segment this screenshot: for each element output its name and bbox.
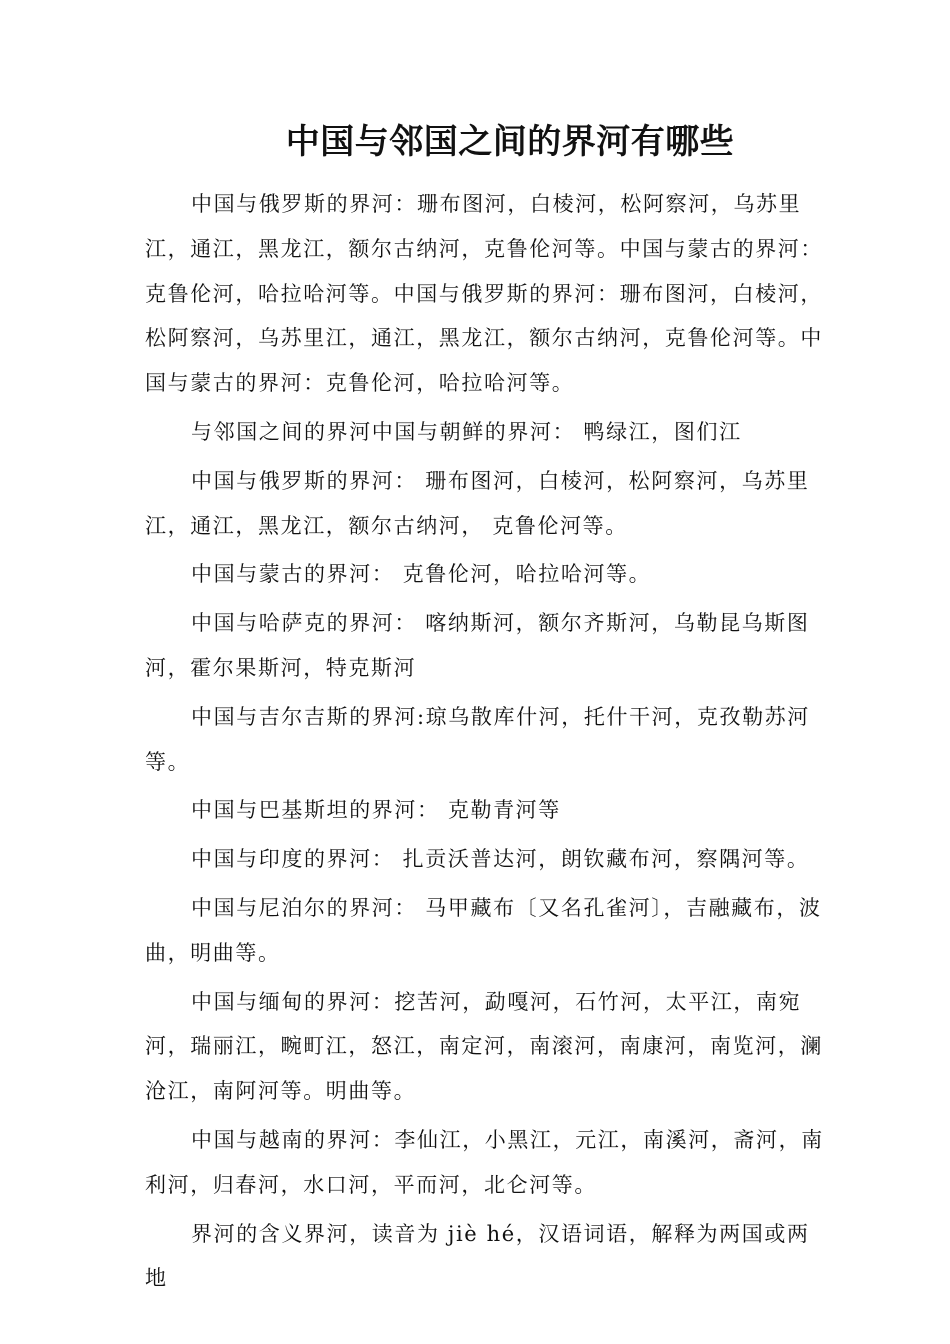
paragraph-vietnam: 中国与越南的界河：李仙江，小黑江，元江，南溪河，斋河，南利河，归春河，水口河，平而河，北仑河等。 (145, 1127, 824, 1197)
document-title: 中国与邻国之间的界河有哪些 (285, 122, 735, 162)
paragraph-russia: 中国与俄罗斯的界河： 珊布图河，白棱河，松阿察河，乌苏里江，通江，黑龙江，额尔古纳河， 克鲁伦河等。 (145, 468, 810, 538)
paragraph-kazakhstan: 中国与哈萨克的界河： 喀纳斯河，额尔齐斯河，乌勒昆乌斯图河，霍尔果斯河，特克斯河 (145, 611, 810, 680)
paragraph-pakistan: 中国与巴基斯坦的界河： 克勒青河等 (191, 798, 561, 823)
paragraph-definition: 界河的含义界河，读音为 jiè hé，汉语词语，解释为两国或两地 (145, 1221, 810, 1291)
paragraph-india: 中国与印度的界河： 扎贡沃普达河，朗钦藏布河，察隅河等。 (191, 847, 810, 872)
paragraph-myanmar: 中国与缅甸的界河：挖苦河，勐嘎河，石竹河，太平江，南宛河，瑞丽江，畹町江，怒江，南定河，南滚河，南康河，南览河，澜沧江，南阿河等。明曲等。 (145, 989, 823, 1104)
paragraph-mongolia: 中国与蒙古的界河： 克鲁伦河，哈拉哈河等。 (191, 562, 652, 587)
document-body (145, 182, 825, 1305)
paragraph-russia-mongolia: 中国与俄罗斯的界河：珊布图河，白棱河，松阿察河，乌苏里江，通江，黑龙江，额尔古纳河，克鲁伦河等。中国与蒙古的界河：克鲁伦河，哈拉哈河等。中国与俄罗斯的界河：珊布图河，白棱河，松阿察河，乌苏里江，通江，黑龙江，额尔古纳河，克鲁伦河等。中国与蒙古的界河：克鲁伦河，哈拉哈河等。 (145, 192, 823, 396)
paragraph-kyrgyzstan: 中国与吉尔吉斯的界河:琼乌散库什河，托什干河，克孜勒苏河等。 (145, 704, 810, 774)
paragraph-korea: 与邻国之间的界河中国与朝鲜的界河： 鸭绿江，图们江 (191, 419, 742, 444)
paragraph-nepal: 中国与尼泊尔的界河： 马甲藏布〔又名孔雀河〕，吉融藏布，波曲，明曲等。 (145, 895, 822, 965)
